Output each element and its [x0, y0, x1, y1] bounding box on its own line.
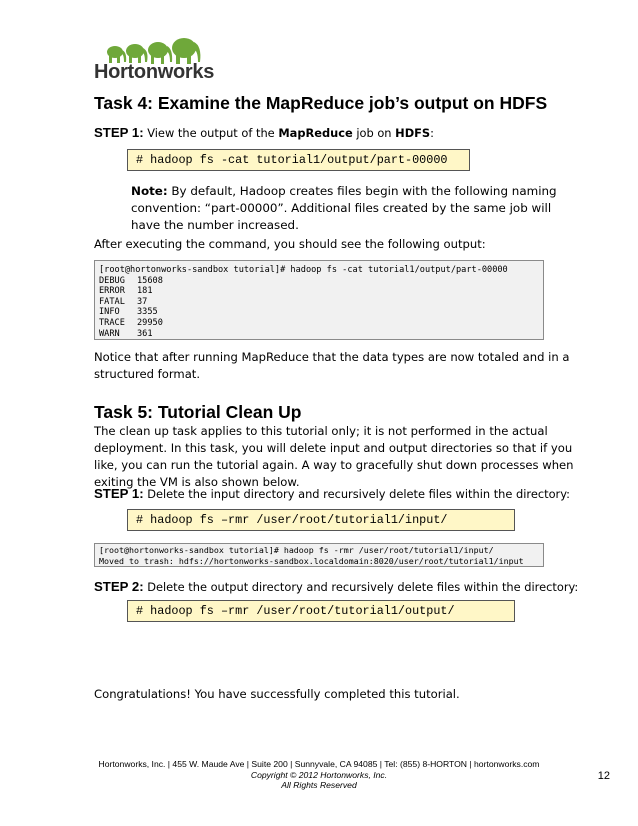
paragraph-line: like, you can run the tutorial again. A way to gracefully shut down processes when: [94, 458, 574, 472]
page-number: 12: [597, 770, 610, 782]
command-text: # hadoop fs –rmr /user/root/tutorial1/input/: [136, 513, 448, 527]
paragraph-line: The clean up task applies to this tutorial only; it is not performed in the actual: [94, 424, 548, 438]
task4-step1: [94, 124, 434, 142]
terminal-row: ERROR 181: [99, 286, 153, 297]
footer: [60, 759, 578, 791]
step-text: Delete the input directory and recursively delete files within the directory:: [143, 487, 570, 501]
elephant-herd-icon: [106, 34, 216, 64]
footer-copyright: Copyright © 2012 Hortonworks, Inc.: [250, 769, 388, 780]
note-line: convention: “part-00000”. Additional files created by the same job will: [131, 201, 552, 215]
note-block: [131, 183, 561, 234]
command-box: [127, 509, 515, 531]
terminal-row: WARN 361: [99, 328, 153, 339]
command-text: # hadoop fs -cat tutorial1/output/part-00000: [136, 153, 448, 167]
terminal-line: Moved to trash: hdfs://hortonworks-sandbox.localdomain:8020/user/root/tutorial1/input: [99, 555, 524, 566]
note-line: have the number increased.: [131, 218, 299, 232]
task5-step2: [94, 578, 578, 596]
paragraph: [94, 349, 569, 383]
step-label: STEP 2:: [94, 579, 144, 594]
footer-address: Hortonworks, Inc. | 455 W. Maude Ave | Suite 200 | Sunnyvale, CA 94085 | Tel: (855) 8-HORTON | hortonworks.com: [98, 759, 540, 769]
paragraph: [94, 423, 574, 491]
step-text: :: [430, 126, 434, 140]
paragraph-line: Notice that after running MapReduce that the data types are now totaled and in a: [94, 350, 570, 364]
step-bold-hdfs: HDFS: [395, 126, 431, 140]
paragraph-line: exiting the VM is also shown below.: [94, 475, 300, 489]
logo-wordmark: Hortonworks: [94, 61, 215, 83]
task5-step1: [94, 485, 570, 503]
terminal-row: DEBUG 15608: [99, 275, 163, 286]
command-box: [127, 600, 515, 622]
paragraph: After executing the command, you should see the following output:: [94, 237, 486, 251]
task5-heading: Task 5: Tutorial Clean Up: [94, 402, 302, 422]
terminal-output: [94, 543, 544, 567]
command-box: [127, 149, 470, 171]
terminal-row: TRACE 29950: [99, 317, 163, 328]
step-text: Delete the output directory and recursively delete files within the directory:: [143, 580, 579, 594]
note-line: By default, Hadoop creates files begin with the following naming: [167, 184, 557, 198]
step-label: STEP 1:: [94, 486, 144, 501]
paragraph-line: deployment. In this task, you will delete input and output directories so that if you: [94, 441, 573, 455]
task4-heading: Task 4: Examine the MapReduce job’s output on HDFS: [94, 93, 548, 113]
step-text: View the output of the: [143, 126, 279, 140]
footer-rights: All Rights Reserved: [281, 780, 357, 791]
note-label: Note:: [131, 184, 168, 198]
paragraph-line: structured format.: [94, 367, 201, 381]
terminal-row: FATAL 37: [99, 296, 148, 307]
command-text: # hadoop fs –rmr /user/root/tutorial1/output/: [136, 604, 455, 618]
hortonworks-logo: [94, 34, 214, 82]
terminal-line: [root@hortonworks-sandbox tutorial]# hadoop fs -rmr /user/root/tutorial1/input/: [99, 545, 494, 555]
terminal-output: [94, 260, 544, 340]
terminal-row: INFO 3355: [99, 307, 158, 318]
step-label: STEP 1:: [94, 125, 144, 140]
step-bold-mapreduce: MapReduce: [278, 126, 353, 140]
terminal-prompt: [root@hortonworks-sandbox tutorial]# hadoop fs -cat tutorial1/output/part-00000: [99, 265, 508, 275]
congratulations-text: Congratulations! You have successfully completed this tutorial.: [94, 687, 460, 701]
step-text: job on: [352, 126, 396, 140]
